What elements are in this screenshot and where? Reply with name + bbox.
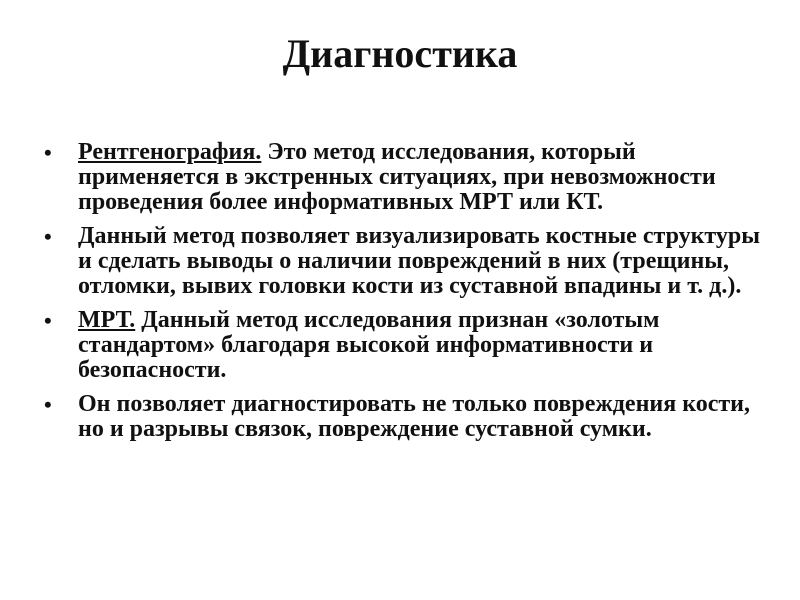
bullet-item — [40, 308, 760, 383]
bullet-dot-icon: • — [44, 224, 52, 249]
bullet-text: Это метод исследования, который применяется в экстренных ситуациях, при невозможности проведения более информативных МРТ или КТ. — [78, 139, 716, 215]
bullet-term: Рентгенография. — [78, 139, 262, 165]
slide-title: Диагностика — [282, 31, 518, 76]
bullet-text: Данный метод исследования признан «золотым стандартом» благодаря высокой информативности и безопасности. — [78, 307, 660, 383]
bullet-list — [40, 140, 760, 451]
bullet-dot-icon: • — [44, 140, 52, 165]
bullet-term: МРТ. — [78, 307, 136, 333]
bullet-text: Данный метод позволяет визуализировать костные структуры и сделать выводы о наличии повреждений в них (трещины, отломки, вывих головки кости из суставной впадины и т. д.). — [78, 223, 760, 299]
bullet-item — [40, 140, 760, 215]
bullet-dot-icon: • — [44, 392, 52, 417]
bullet-item — [40, 224, 760, 299]
bullet-text: Он позволяет диагностировать не только повреждения кости, но и разрывы связок, повреждение суставной сумки. — [78, 391, 750, 442]
bullet-dot-icon: • — [44, 308, 52, 333]
bullet-item — [40, 392, 760, 442]
